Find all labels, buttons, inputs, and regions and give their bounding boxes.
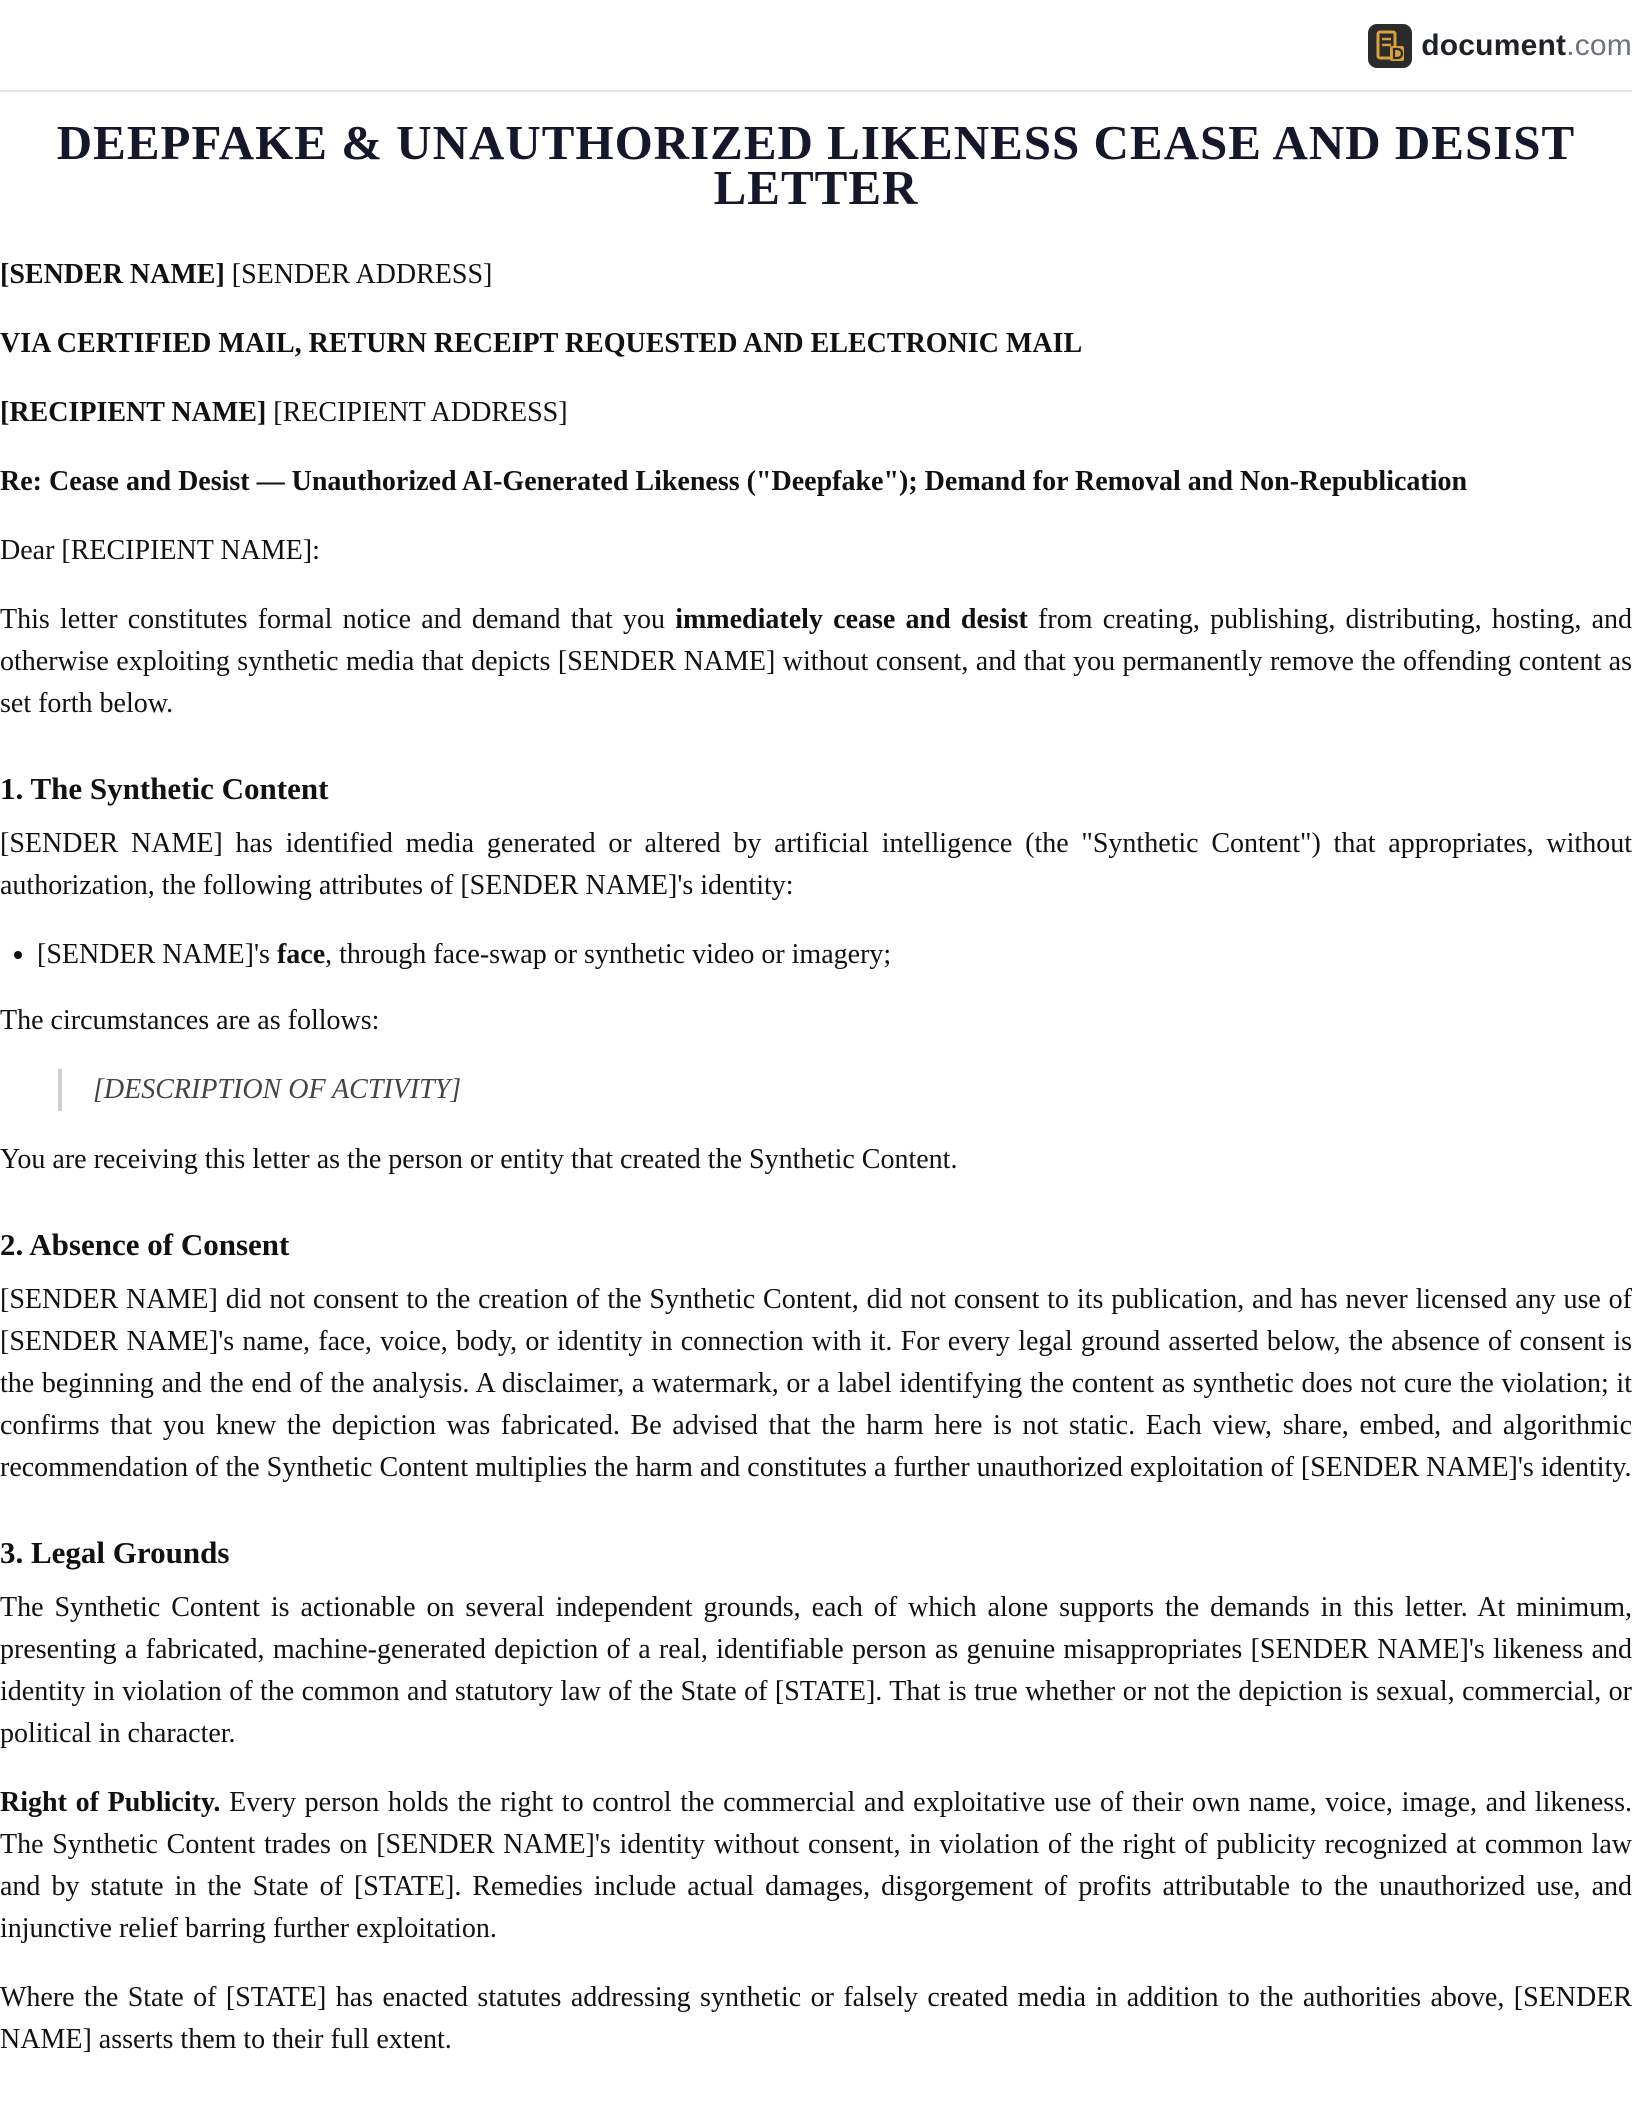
salutation: Dear [RECIPIENT NAME]:: [0, 535, 320, 566]
statutes-paragraph: Where the State of [STATE] has enacted statutes addressing synthetic or falsely created media in addition to the authorities above, [SENDER NAME] asserts them to their full extent.: [0, 1982, 1632, 2055]
bullet-text-after: , through face-swap or synthetic video or imagery;: [325, 939, 892, 970]
bullet-text-before: [SENDER NAME]'s: [37, 939, 277, 970]
section-heading-synthetic-content: 1. The Synthetic Content: [0, 771, 329, 806]
intro-paragraph: [0, 599, 1632, 725]
document-logo-icon: [1368, 24, 1412, 68]
delivery-method: [0, 323, 1632, 365]
circumstances-line: The circumstances are as follows:: [0, 1005, 380, 1036]
brand-wordmark: [1421, 29, 1632, 63]
letter-body: [0, 112, 1632, 2088]
document-title: DEEPFAKE & UNAUTHORIZED LIKENESS CEASE AND DESIST LETTER: [56, 115, 1576, 215]
activity-description-quote: [DESCRIPTION OF ACTIVITY]: [58, 1069, 1632, 1111]
section-heading-legal-grounds: 3. Legal Grounds: [0, 1535, 230, 1570]
brand-tld: .com: [1566, 29, 1632, 62]
list-item: [37, 934, 1632, 976]
receiving-line: You are receiving this letter as the person or entity that created the Synthetic Content.: [0, 1144, 958, 1175]
attributes-list: [0, 934, 1632, 976]
section2-paragraph: [SENDER NAME] did not consent to the creation of the Synthetic Content, did not consent to its publication, and has never licensed any use of [SENDER NAME]'s name, face, voice, body, or identity in connection with it. For every legal ground asserted below, the absence of consent is the beginning and the end of the analysis. A disclaimer, a watermark, or a label identifying the content as synthetic does not cure the violation; it confirms that you knew the depiction was fabricated. Be advised that the harm here is not static. Each view, share, embed, and algorithmic recommendation of the Synthetic Content multiplies the harm and constitutes a further unauthorized exploitation of [SENDER NAME]'s identity.: [0, 1284, 1632, 1483]
right-of-publicity-text: Every person holds the right to control the commercial and exploitative use of their own name, voice, image, and likeness. The Synthetic Content trades on [SENDER NAME]'s identity without consent, in violation of the right of publicity recognized at common law and by statute in the State of [STATE]. Remedies include actual damages, disgorgement of profits attributable to the unauthorized use, and injunctive relief barring further exploitation.: [0, 1787, 1632, 1944]
sender-block: [0, 254, 1632, 296]
top-bar: [0, 0, 1632, 92]
brand-name: document: [1421, 29, 1567, 62]
recipient-address: [RECIPIENT ADDRESS]: [273, 397, 568, 428]
intro-text-before: This letter constitutes formal notice and demand that you: [0, 604, 676, 635]
sender-address: [SENDER ADDRESS]: [231, 259, 493, 290]
re-line-text: Re: Cease and Desist — Unauthorized AI-Generated Likeness ("Deepfake"); Demand for Removal and Non-Republication: [0, 466, 1468, 497]
delivery-method-text: VIA CERTIFIED MAIL, RETURN RECEIPT REQUESTED AND ELECTRONIC MAIL: [0, 328, 1083, 359]
re-line: [0, 461, 1632, 503]
right-of-publicity-paragraph: [0, 1782, 1632, 1950]
section1-paragraph: [SENDER NAME] has identified media generated or altered by artificial intelligence (the "Synthetic Content") that appropriates, without authorization, the following attributes of [SENDER NAME]'s identity:: [0, 828, 1632, 901]
recipient-block: [0, 392, 1632, 434]
bullet-bold-face: face: [276, 939, 326, 970]
recipient-name: [RECIPIENT NAME]: [0, 397, 267, 428]
right-of-publicity-label: Right of Publicity.: [0, 1787, 221, 1818]
section-heading-absence-of-consent: 2. Absence of Consent: [0, 1227, 290, 1262]
sender-name: [SENDER NAME]: [0, 259, 225, 290]
intro-text-after: from creating, publishing, distributing, hosting, and otherwise exploiting synthetic media that depicts [SENDER NAME] without consent, and that you permanently remove the offending content as set forth below.: [0, 604, 1632, 719]
intro-bold-demand: immediately cease and desist: [675, 604, 1028, 635]
section3-paragraph: The Synthetic Content is actionable on several independent grounds, each of which alone supports the demands in this letter. At minimum, presenting a fabricated, machine-generated depiction of a real, identifiable person as genuine misappropriates [SENDER NAME]'s likeness and identity in violation of the common and statutory law of the State of [STATE]. That is true whether or not the depiction is sexual, commercial, or political in character.: [0, 1592, 1632, 1749]
brand-link[interactable]: [1368, 24, 1632, 68]
